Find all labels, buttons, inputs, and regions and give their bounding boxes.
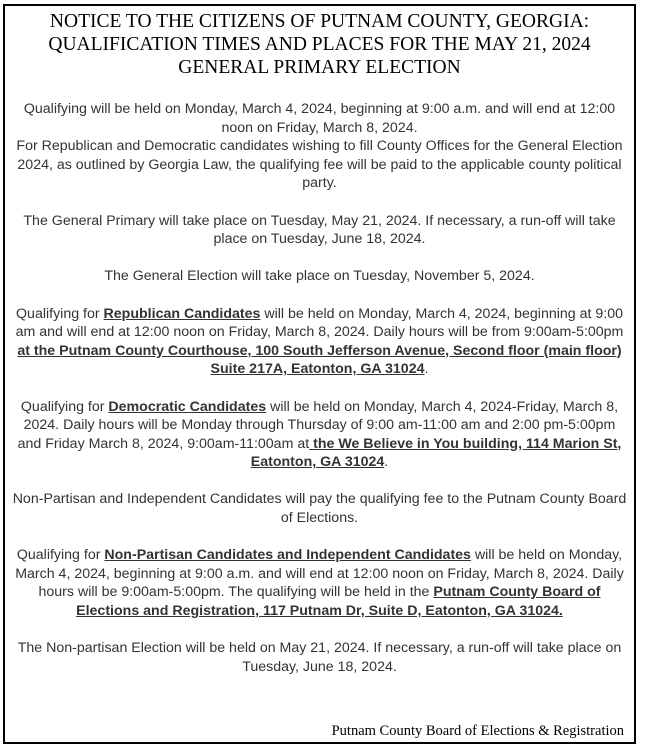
qualifying-fee-paragraph: For Republican and Democratic candidates wishing to fill County Offices for the General Election 2024, as outlined by Georgia Law, the qualifying fee will be paid to the applicable county political party. <box>16 138 623 192</box>
nonpartisan-candidates-heading: Non-Partisan Candidates and Independent Candidates <box>104 547 471 564</box>
democratic-location: the We Believe in You building, 114 Marion St, Eatonton, GA 31024 <box>250 435 622 471</box>
notice-body <box>5 100 634 676</box>
notice-title <box>11 10 628 79</box>
nonpartisan-location: Putnam County Board of Elections and Registration, 117 Putnam Dr, Suite D, Eatonton, GA 31024. <box>76 584 601 620</box>
republican-paragraph: Qualifying for Republican Candidates will be held on Monday, March 4, 2024, beginning at 9:00 am and will end at 12:00 noon on Friday, March 8, 2024. Daily hours will be from 9:00am-5:00pm at the Putnam County Courthouse, 100 South Jefferson Avenue, Second floor (main floor) Suite 217A, Eatonton, GA 31024. <box>15 305 624 378</box>
nonpartisan-paragraph: Qualifying for Non-Partisan Candidates and Independent Candidates will be held on Monday, March 4, 2024, beginning at 9:00 a.m. and will end at 12:00 noon on Friday, March 8, 2024. Daily hours will be 9:00am-5:00pm. The qualifying will be held in the Putnam County Board of Elections and Registration, 117 Putnam Dr, Suite D, Eatonton, GA 31024. <box>15 547 624 620</box>
title-line-3: GENERAL PRIMARY ELECTION <box>178 57 461 78</box>
democratic-candidates-heading: Democratic Candidates <box>108 398 267 415</box>
notice-frame <box>3 4 636 744</box>
qualifying-dates-paragraph: Qualifying will be held on Monday, March 4, 2024, beginning at 9:00 a.m. and will end at 12:00 noon on Friday, March 8, 2024. <box>23 101 616 136</box>
republican-candidates-heading: Republican Candidates <box>103 305 261 322</box>
nonpartisan-fee-paragraph: Non-Partisan and Independent Candidates will pay the qualifying fee to the Putnam County Board of Elections. <box>12 491 627 527</box>
general-election-paragraph: The General Election will take place on Tuesday, November 5, 2024. <box>104 268 535 285</box>
nonpartisan-election-paragraph: The Non-partisan Election will be held on May 21, 2024. If necessary, a run-off will take place on Tuesday, June 18, 2024. <box>17 640 622 675</box>
general-primary-paragraph: The General Primary will take place on Tuesday, May 21, 2024. If necessary, a run-off will take place on Tuesday, June 18, 2024. <box>23 212 616 248</box>
republican-location: at the Putnam County Courthouse, 100 South Jefferson Avenue, Second floor (main floor) Suite 217A, Eatonton, GA 31024 <box>17 342 622 378</box>
notice-signature: Putnam County Board of Elections & Registration <box>331 723 624 739</box>
title-line-2: QUALIFICATION TIMES AND PLACES FOR THE MAY 21, 2024 <box>48 34 591 55</box>
title-line-1: NOTICE TO THE CITIZENS OF PUTNAM COUNTY, GEORGIA: <box>49 11 590 32</box>
democratic-paragraph: Qualifying for Democratic Candidates will be held on Monday, March 4, 2024-Friday, March 8, 2024. Daily hours will be Monday through Thursday of 9:00 am-11:00 am and 2:00 pm-5:00pm and Friday March 8, 2024, 9:00am-11:00am at the We Believe in You building, 114 Marion St, Eatonton, GA 31024. <box>17 398 622 471</box>
